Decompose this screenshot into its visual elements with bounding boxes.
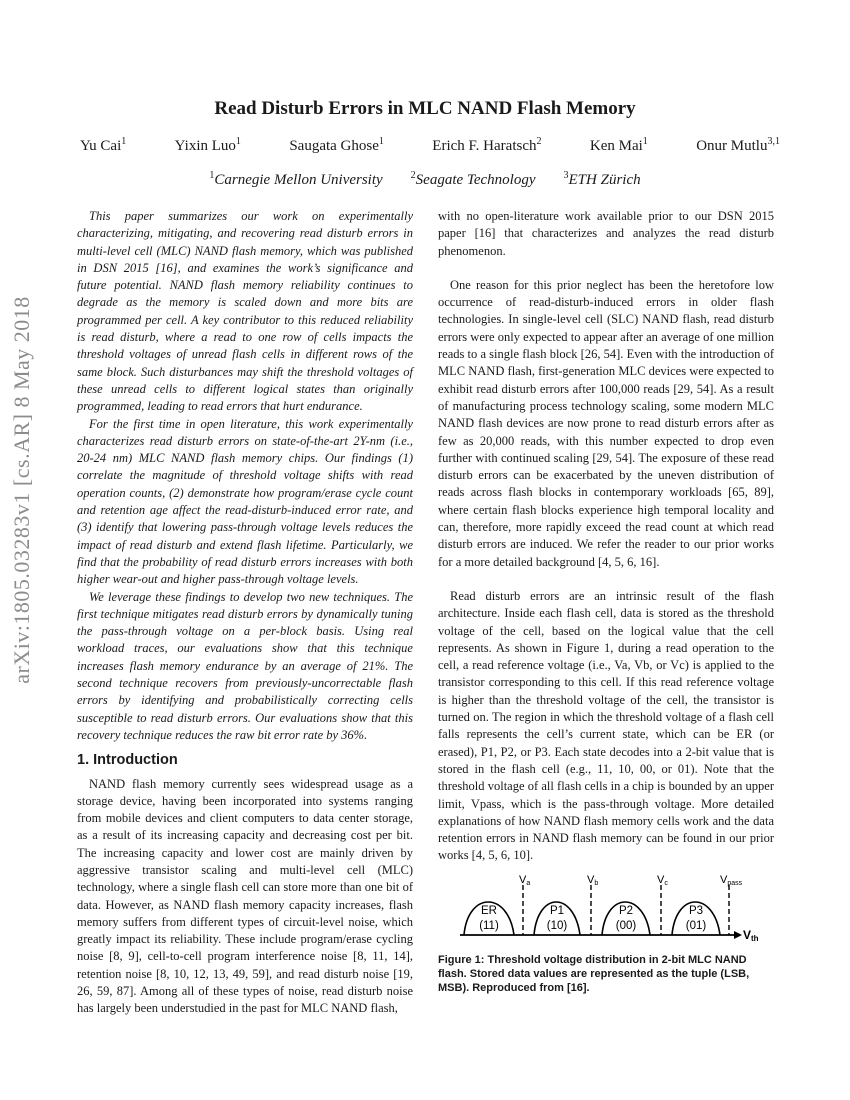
author: Yixin Luo$^1$ <box>174 136 241 154</box>
abstract-paragraph: We leverage these findings to develop two new techniques. The first technique mitigates read disturb errors by dynamically tuning the pass-through voltage on a per-block basis. Using real workload traces, our evaluations show that this technique increases flash memory endurance by an average of 21%. The second technique recovers from previously-uncorrectable flash errors by identifying and probabilistically correcting cells susceptible to read disturb errors. Our evaluations show that this recovery technique reduces the raw bit error rate by 36%. <box>77 589 413 742</box>
ref-label-vc: Vc <box>657 873 668 887</box>
affiliation: $^1$Carnegie Mellon University <box>209 170 383 188</box>
state-code-p3: (01) <box>685 919 707 932</box>
body-paragraph: with no open-literature work available prior to our DSN 2015 paper [16] that characterizes and analyzes the read disturb phenomenon. <box>438 209 774 258</box>
body-paragraph: Read disturb errors are an intrinsic result of the flash architecture. Inside each flash cell, data is stored as the threshold voltage of the cell, based on the logical value that the cell represents. As shown in Figure 1, during a read operation to the cell, a read reference voltage (i.e., Va, Vb, or Vc) is applied to the transistor corresponding to this cell. If this read reference voltage is higher than the threshold voltage of the cell, the transistor is turned on. The region in which the threshold voltage of a flash cell falls represents the cell’s current state, which can be ER (or erased), P1, P2, or P3. Each state decodes into a 2-bit value that is stored in the flash cell (e.g., 11, 10, 00, or 01). Note that the threshold voltage of all flash cells in a chip is bounded by an upper limit, Vpass, which is the pass-through voltage. More detailed explanations of how NAND flash memory cells work and the data retention errors in NAND flash memory can be found in our prior works [4, 5, 6, 10]. <box>438 588 774 863</box>
state-label-er: ER <box>481 904 497 917</box>
paper-title: Read Disturb Errors in MLC NAND Flash Memory <box>214 98 636 119</box>
ref-label-va: Va <box>519 873 531 887</box>
ref-label-vb: Vb <box>587 873 599 887</box>
intro-body <box>77 776 413 1018</box>
state-label-p2: P2 <box>618 904 634 917</box>
state-code-er: (11) <box>479 919 499 932</box>
abstract-paragraph: This paper summarizes our work on experimentally characterizing, mitigating, and recovering read disturb errors in multi-level cell (MLC) NAND flash memory, which was published in DSN 2015 [16], and examines the work’s significance and future potential. NAND flash memory reliability continues to degrade as the memory is scaled down and more bits are programmed per cell. A key contributor to this reduced reliability is read disturb, where a read to one row of cells impacts the threshold voltages of unread flash cells in different rows of the same block. Such disturbances may shift the threshold voltages of these unread cells to different logical states than originally programmed, leading to read errors that hurt endurance. <box>77 209 413 414</box>
state-code-p2: (00) <box>615 919 637 932</box>
author: Erich F. Haratsch$^2$ <box>432 136 542 154</box>
left-column <box>77 208 413 1018</box>
affiliation: $^3$ETH Zürich <box>563 170 641 188</box>
figure-caption: Figure 1: Threshold voltage distribution in 2-bit MLC NAND flash. Stored data values are represented as the tuple (LSB, MSB). Reproduced from [16]. <box>438 953 750 994</box>
right-column <box>438 208 774 995</box>
section-heading: 1. Introduction <box>77 752 178 769</box>
arxiv-stamp <box>2 296 42 684</box>
figure-1 <box>438 873 774 995</box>
state-code-p1: (10) <box>546 919 568 932</box>
affiliation-list <box>0 170 850 189</box>
abstract <box>77 208 413 744</box>
author: Ken Mai$^1$ <box>589 136 648 154</box>
state-label-p3: P3 <box>688 904 704 917</box>
author: Onur Mutlu$^{3,1}$ <box>696 136 780 154</box>
threshold-voltage-diagram <box>438 873 774 945</box>
abstract-paragraph: For the first time in open literature, this work experimentally characterizes read disturb errors on state-of-the-art 2Y-nm (i.e., 20-24 nm) MLC NAND flash memory chips. Our findings (1) correlate the magnitude of threshold voltage shifts with read operation counts, (2) demonstrate how program/erase cycle count and retention age affect the read-disturb-induced error rate, and (3) identify that lowering pass-through voltage levels reduces the impact of read disturb and extend flash lifetime. Particularly, we find that the probability of read disturb errors increases with both higher wear-out and higher pass-through voltage levels. <box>77 416 413 587</box>
body-paragraph: NAND flash memory currently sees widespread usage as a storage device, having been incorporated into systems ranging from mobile devices and client computers to data center storage, as a result of its increasing capacity and decreasing cost per bit. The increasing capacity and lower cost are mainly driven by aggressive transistor scaling and multi-level cell (MLC) technology, where a single flash cell can store more than one bit of data. However, as NAND flash memory capacity increases, flash memory suffers from different types of circuit-level noise, which greatly impact its reliability. These include program/erase cycling noise [8, 9], cell-to-cell program interference noise [8, 11, 14], retention noise [8, 10, 12, 13, 49, 59], and read disturb noise [19, 26, 59, 87]. Among all of these types of noise, read disturb noise has largely been understudied in the past for MLC NAND flash, <box>77 776 413 1016</box>
axis-arrow-icon <box>734 931 742 939</box>
state-label-p1: P1 <box>549 904 565 917</box>
author-list <box>80 136 780 155</box>
affiliation: $^2$Seagate Technology <box>410 170 536 188</box>
axis-label-vth: Vth <box>743 927 759 943</box>
author: Yu Cai$^1$ <box>80 136 127 154</box>
ref-label-vpass: Vpass <box>720 873 743 887</box>
author: Saugata Ghose$^1$ <box>289 136 384 154</box>
arxiv-id: arXiv:1805.03283v1 [cs.AR] 8 May 2018 <box>9 296 34 684</box>
body-paragraph: One reason for this prior neglect has been the heretofore low occurrence of read-disturb-induced errors in older flash technologies. In single-level cell (SLC) NAND flash, read disturb errors were only expected to appear after an average of one million reads to a single flash block [26, 54]. Even with the introduction of MLC NAND flash, first-generation MLC devices were expected to exhibit read disturb errors after 100,000 reads [29, 54]. As a result of manufacturing process technology scaling, some modern MLC NAND flash devices are now prone to read disturb errors after as few as 20,000 reads, with this number expected to drop even further with continued scaling [29, 54]. The exposure of these read disturb errors can be exacerbated by the uneven distribution of reads across flash blocks in contemporary workloads [65, 89], where certain flash blocks experience high temporal locality and can, therefore, more rapidly exceed the read count at which read disturb errors are induced. We refer the reader to our prior works for a more detailed background [4, 5, 6, 16]. <box>438 277 774 569</box>
